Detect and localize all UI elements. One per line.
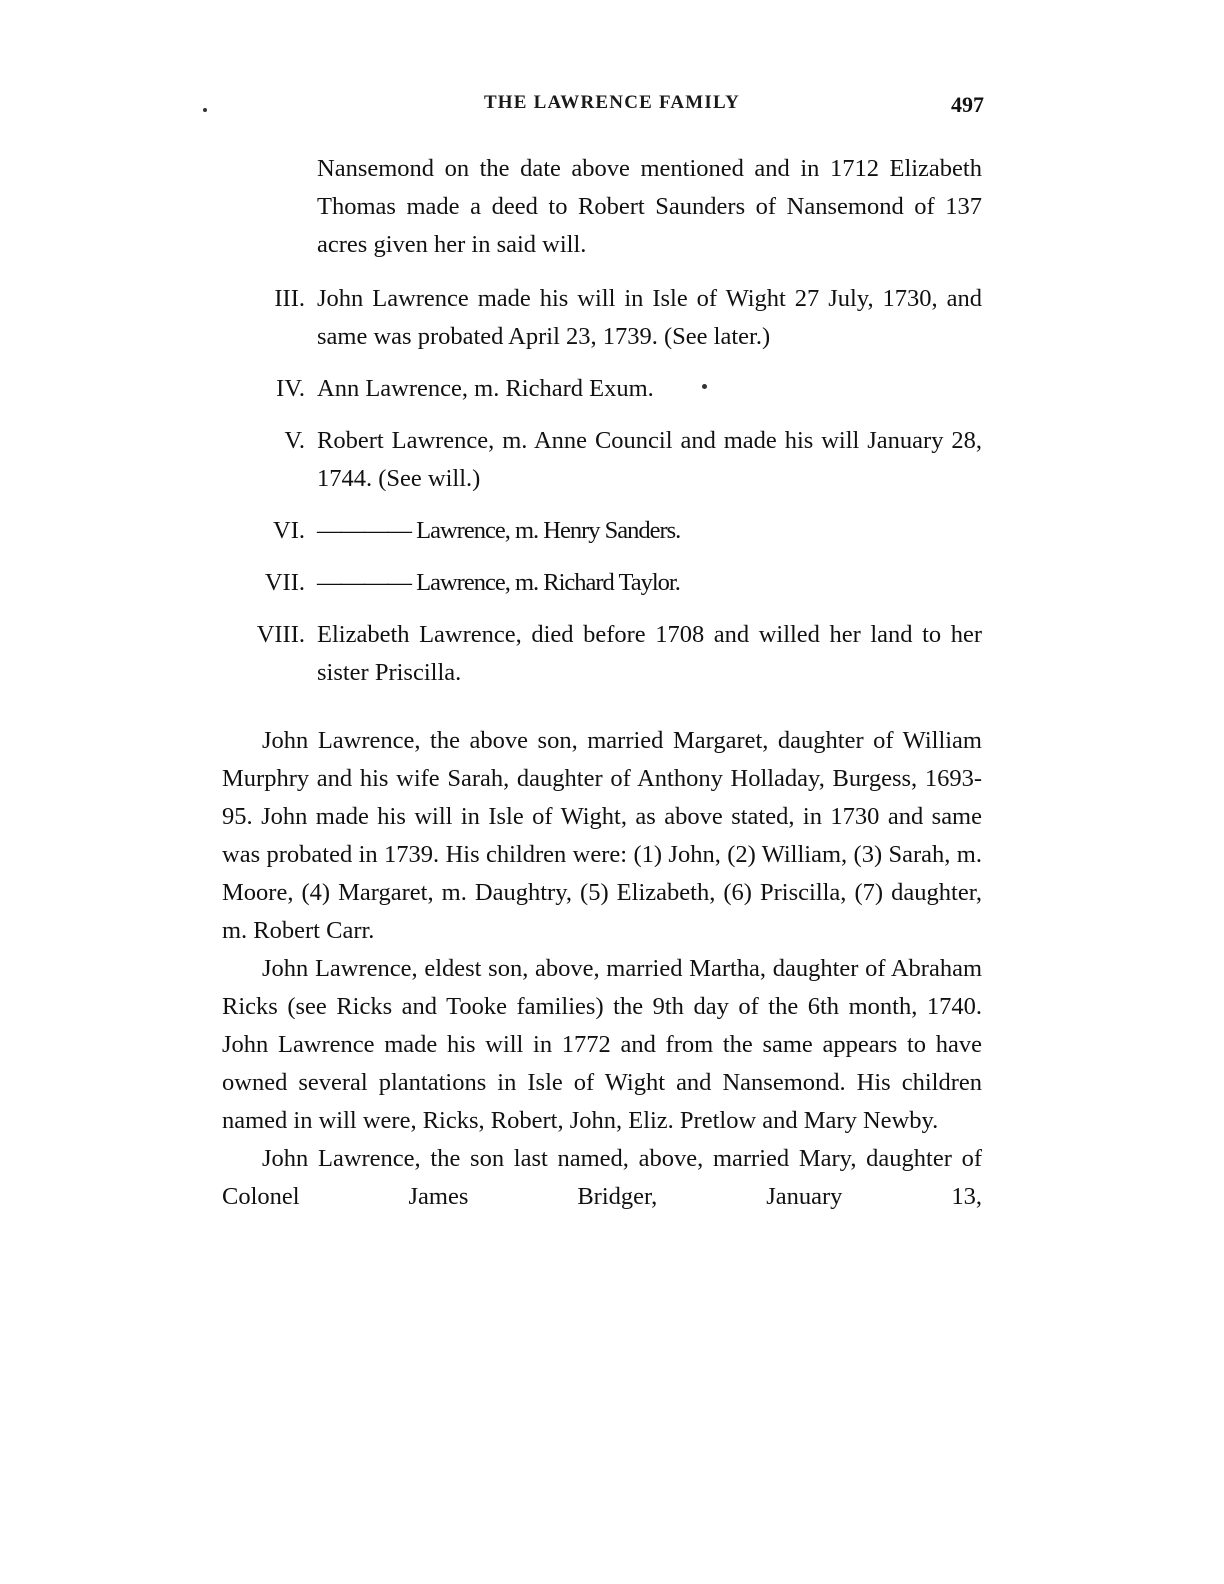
paragraph: John Lawrence, the above son, married Margaret, daughter of William Murphry and his wife Sarah, daughter of Anthony Holladay, Burgess, 1693-95. John made his will in Isle of Wight, as above stated, in 1730 and same was probated in 1739. His children were: (1) John, (2) William, (3) Sarah, m. Moore, (4) Margaret, m. Daughtry, (5) Elizabeth, (6) Priscilla, (7) daughter, m. Robert Carr.: [222, 727, 982, 944]
list-item-text: Elizabeth Lawrence, died before 1708 and willed her land to her sister Priscilla.: [317, 621, 982, 686]
list-item-numeral: VIII.: [256, 621, 305, 648]
page-header: [0, 92, 1224, 124]
list-item-numeral: VI.: [273, 517, 305, 544]
list-item: [222, 564, 982, 602]
list-item-text: ———— Lawrence, m. Richard Taylor.: [317, 569, 680, 596]
list-item: [222, 280, 982, 356]
list-item-numeral: IV.: [276, 375, 305, 402]
list-item: [222, 370, 982, 408]
page-number: 497: [951, 92, 984, 117]
paragraph: John Lawrence, eldest son, above, married Martha, daughter of Abraham Ricks (see Ricks and Tooke families) the 9th day of the 6th month, 1740. John Lawrence made his will in 1772 and from the same appears to have owned several plantations in Isle of Wight and Nansemond. His children named in will were, Ricks, Robert, John, Eliz. Pretlow and Mary Newby.: [222, 955, 982, 1134]
list-item-text: John Lawrence made his will in Isle of Wight 27 July, 1730, and same was probated April 23, 1739. (See later.): [317, 285, 982, 350]
list-item: [222, 422, 982, 498]
list-item-text: Robert Lawrence, m. Anne Council and made his will January 28, 1744. (See will.): [317, 427, 982, 492]
list-item-text-content: Ann Lawrence, m. Richard Exum.: [317, 375, 654, 402]
list-item: [222, 616, 982, 692]
list-item-text: [317, 370, 982, 408]
running-head: THE LAWRENCE FAMILY: [483, 92, 741, 113]
numbered-list: [222, 280, 982, 692]
main-text: [222, 722, 982, 1216]
list-item-text: ———— Lawrence, m. Henry Sanders.: [317, 517, 681, 544]
list-item-numeral: VII.: [264, 569, 305, 596]
list-item-numeral: III.: [274, 285, 305, 312]
stray-mark-icon: [702, 384, 707, 389]
body-column: [222, 150, 982, 1216]
continuation-paragraph: Nansemond on the date above mentioned and in 1712 Elizabeth Thomas made a deed to Robert Saunders of Nansemond of 137 acres given her in said will.: [317, 155, 982, 258]
paragraph: John Lawrence, the son last named, above, married Mary, daughter of Colonel James Bridger, January 13,: [222, 1145, 982, 1210]
list-item-numeral: V.: [284, 427, 305, 454]
list-item: [222, 512, 982, 550]
